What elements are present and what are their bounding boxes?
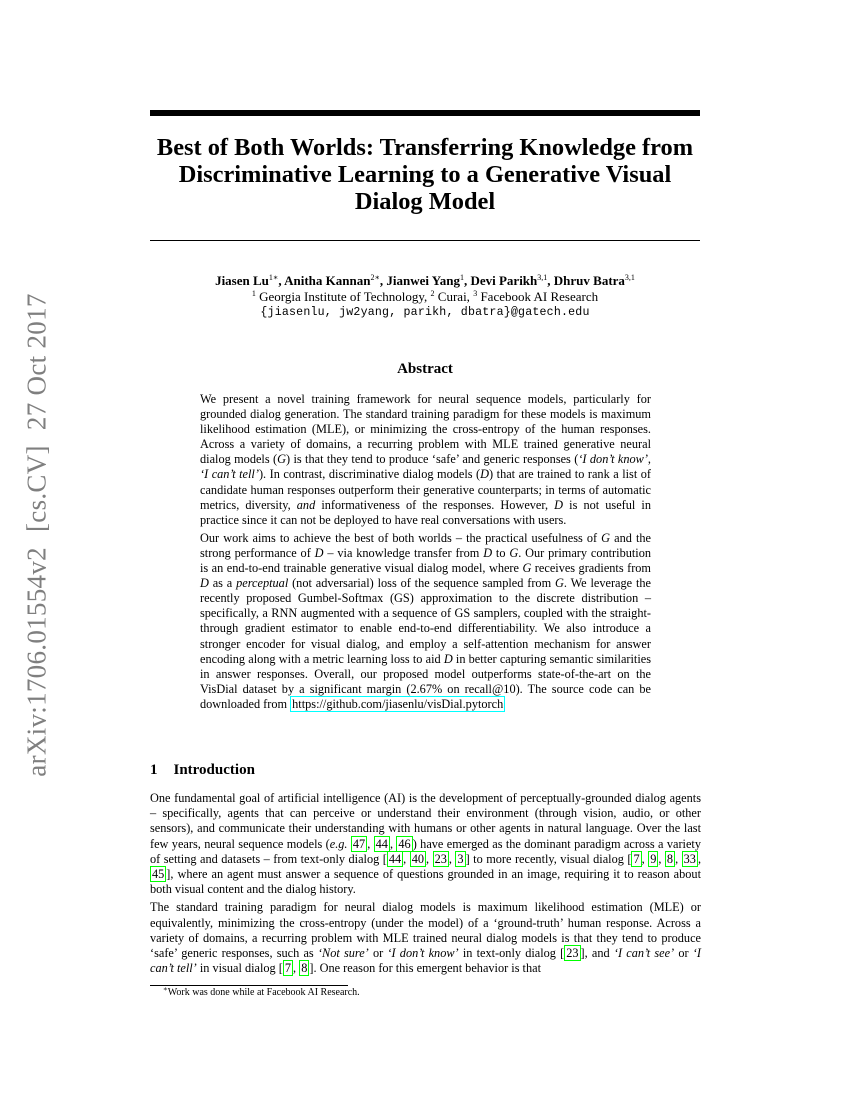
affiliations: [150, 289, 700, 305]
footnote: [163, 987, 360, 999]
author-name: Dhruv Batra: [553, 273, 625, 288]
affiliation: Curai,: [437, 289, 470, 304]
arxiv-date: 27 Oct 2017: [21, 293, 52, 431]
author-sup: 3,1: [624, 273, 635, 282]
arxiv-id: arXiv:1706.01554v2: [21, 547, 52, 777]
affil-sup: 3: [473, 289, 478, 298]
abstract-paragraph: We present a novel training framework for neural sequence models, particularly for grounded dialog generation. The standard training paradigm for these models is maximum likelihood estimation (MLE), or minimizing the cross-entropy of the human responses. Across a variety of domains, a recurring problem with MLE trained generative neural dialog models (G) is that they tend to produce ‘safe’ and generic responses (‘I don’t know’, ‘I can’t tell’). In contrast, discriminative dialog models (D) that are trained to rank a list of candidate human responses outperform their generative counterparts; in terms of automatic metrics, diversity, and informativeness of the responses. However, D is not useful in practice since it can not be deployed to have real conversations with users.: [200, 392, 652, 527]
author-name: Jiasen Lu: [215, 273, 269, 288]
author-sup: 3,1: [537, 273, 548, 282]
author-name: Jianwei Yang: [386, 273, 460, 288]
citation-link[interactable]: 44: [375, 836, 388, 851]
intro-paragraph: One fundamental goal of artificial intelligence (AI) is the development of perceptually-grounded dialog agents – specifically, agents that can perceive or understand their environment (through vision, audio, or other sensors), and communicate their understanding with humans or other agents in natural language. Over the last few years, neural sequence models (e.g. 47 , 44 , 46 ) have emerged as the dominant paradigm across a variety of setting and datasets – from text-only dialog [ 44 , 40 , 23 , 3 ] to more recently, visual dialog [ 7 , 9 , 8 , 33 , 45 ], where an agent must answer a sequence of questions grounded in an image, requiring it to reason about both visual content and the dialog history.: [150, 791, 702, 897]
affiliation: Georgia Institute of Technology,: [259, 289, 428, 304]
author-names: Jiasen $Lu^{1∗}$, Anitha Kannan$^{2∗}$, Jianwei Yang$^1$, Devi Parikh$^{3,1}$, Dhruv Batra$^{3,1}$: [215, 273, 635, 288]
citation-link[interactable]: 23: [434, 851, 447, 866]
footnote-mark: ∗: [163, 985, 168, 993]
citation-link[interactable]: 33: [683, 851, 696, 866]
source-code-link[interactable]: https://github.com/jiasenlu/visDial.pytorch: [292, 696, 504, 711]
affiliation: Facebook AI Research: [480, 289, 599, 304]
affil-sup: 1: [251, 289, 256, 298]
footnote-rule: [150, 985, 348, 986]
arxiv-sidebar-stamp: [22, 289, 53, 780]
title-line: Dialog Model: [354, 188, 496, 215]
citation-link[interactable]: 9: [650, 851, 657, 866]
author-block: [150, 273, 700, 321]
arxiv-category: [cs.CV]: [21, 445, 52, 532]
title-top-rule: [150, 110, 700, 116]
author-name: Anitha Kannan: [284, 273, 371, 288]
citation-link[interactable]: 46: [398, 836, 411, 851]
author-sup: 1∗: [268, 273, 279, 282]
abstract-body: [200, 392, 651, 715]
citation-link[interactable]: 47: [352, 836, 366, 851]
abstract-paragraph: Our work aims to achieve the best of both worlds – the practical usefulness of G and the strong performance of D – via knowledge transfer from D to G. Our primary contribution is an end-to-end trainable generative visual dialog model, where G receives gradients from D as a perceptual (not adversarial) loss of the sequence sampled from G. We leverage the recently proposed Gumbel-Softmax (GS) approximation to the discrete distribution – specifically, a RNN augmented with a sequence of GS samplers, coupled with the straight-through gradient estimator to enable end-to-end differentiability. We also introduce a stronger encoder for visual dialog, and employ a self-attention mechanism for answer encoding along with a metric learning loss to aid D in better capturing semantic similarities in answer responses. Overall, our proposed model outperforms state-of-the-art on the VisDial dataset by a significant margin (2.67% on recall@10). The source code can be downloaded from https://github.com/jiasenlu/visDial.pytorch: [200, 530, 651, 711]
introduction-body: [150, 791, 701, 979]
footnote-text: Work was done while at Facebook AI Research.: [167, 987, 360, 998]
title-line: Discriminative Learning to a Generative Visual: [178, 161, 672, 188]
section-heading-introduction: [150, 762, 255, 779]
citation-link[interactable]: 45: [152, 867, 165, 882]
author-sup: 2∗: [370, 273, 380, 282]
citation-link[interactable]: 7: [633, 851, 640, 866]
author-emails: {jiasenlu, jw2yang, parikh, dbatra}@gatech.edu: [260, 306, 590, 319]
section-title: Introduction: [173, 762, 255, 778]
citation-link[interactable]: 23: [566, 946, 579, 961]
affil-sup: 2: [430, 289, 435, 298]
abstract-heading: Abstract: [397, 361, 453, 377]
intro-paragraph: The standard training paradigm for neural dialog models is maximum likelihood estimation (MLE) or equivalently, minimizing the cross-entropy (under the model) of a ‘ground-truth’ human response. Across a variety of domains, a recurring problem with MLE trained neural dialog models is that they tend to produce ‘safe’ generic responses, such as ‘Not sure’ or ‘I don’t know’ in text-only dialog [ 23 ], and ‘I can’t see’ or ‘I can’t tell’ in visual dialog [ 7 , 8 ]. One reason for this emergent behavior is that: [150, 900, 701, 976]
citation-link[interactable]: 44: [388, 851, 402, 866]
citation-link[interactable]: 40: [411, 851, 424, 866]
citation-link[interactable]: 8: [301, 961, 308, 976]
citation-link[interactable]: 8: [666, 851, 674, 866]
citation-link[interactable]: 7: [284, 961, 292, 976]
author-name: Devi Parikh: [470, 273, 538, 288]
paper-title: [150, 134, 700, 215]
title-bottom-rule: [150, 240, 700, 241]
title-line: Best of Both Worlds: Transferring Knowledge from: [156, 134, 694, 161]
citation-link[interactable]: 3: [457, 851, 464, 866]
author-sup: 1: [459, 273, 464, 282]
section-number: 1: [150, 762, 158, 778]
